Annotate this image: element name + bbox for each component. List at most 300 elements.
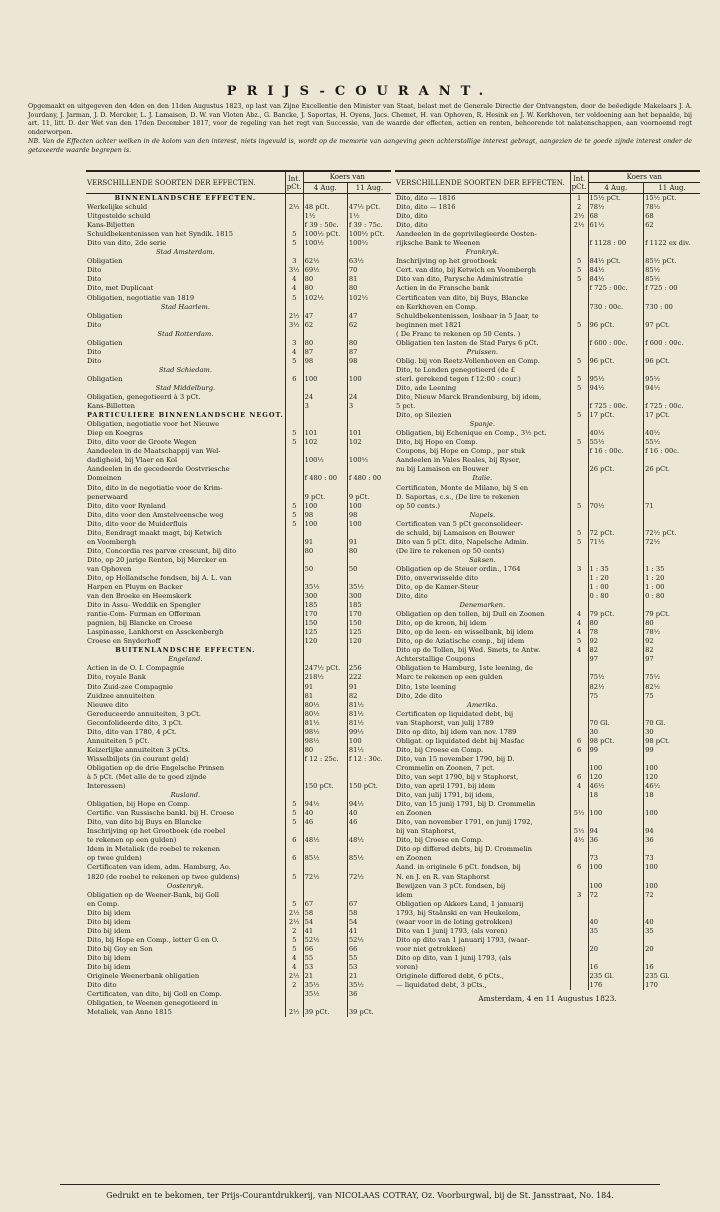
left-table-row [86,375,391,384]
interest-pct [570,474,588,483]
security-name: Bewijzen van 3 pCt. fondsen, bij [396,881,506,890]
security-name: Keizerlijke annuiteiten 3 pCts. [87,745,191,754]
price-aug-4 [303,366,347,375]
security-name: Dito, van sept 1790, bij v Staphorst, [396,773,519,781]
price-aug-11: 70 [348,266,358,275]
right-table-row [395,212,700,221]
price-aug-11 [644,900,700,909]
price-aug-11 [347,999,391,1008]
security-name: Metaliek, van Anno 1815 [87,1008,172,1017]
right-table-row [395,221,700,230]
right-table-row [395,972,700,981]
left-table-row [86,239,391,248]
price-aug-11: 24 [348,393,358,402]
security-name: Stad Rotterdam. [157,329,214,338]
price-aug-4 [588,348,644,357]
right-table-row [395,239,700,248]
interest-pct [570,583,588,592]
price-aug-11: 99½ [348,727,364,736]
right-sub-heading [395,601,700,610]
right-table-row [395,592,700,601]
security-name: 5 pct. [396,402,416,411]
security-name: ( De Franc te rekenen op 50 Cents. ) [396,329,521,338]
interest-pct: 4 [570,619,588,628]
price-aug-11: 101 [348,429,362,438]
interest-pct: 5 [570,529,588,538]
price-aug-11 [347,384,391,393]
left-table-row [86,873,391,882]
price-aug-11: 235 Gl. [645,972,670,981]
right-table-row [395,384,700,393]
security-name: Obligatien op de drie Engelsche Prinsen [87,763,224,772]
price-aug-4: 78½ [588,203,644,212]
price-aug-4: 95½ [588,375,644,384]
price-aug-4: 73 [588,854,644,863]
right-table-row [395,800,700,809]
security-name: Dito [87,275,102,284]
price-aug-11: 222 [348,673,362,682]
right-table-row [395,782,700,791]
right-table-row [395,583,700,592]
security-name: Dito op dito, van 1 junij 1793, (als [396,953,512,962]
price-aug-4: 40½ [588,429,644,438]
security-name: Dito op differed debts, bij D. Crommelin [396,845,532,854]
interest-pct [285,538,303,547]
interest-pct: 5 [285,809,303,818]
price-aug-4: 72½ [303,873,347,882]
security-name: Schuldbekentenissen van het Syndik. 1815 [87,230,233,239]
price-aug-11: 100 [645,809,658,818]
right-column [395,170,700,1003]
left-section-heading [86,646,391,655]
interest-pct: 4 [570,782,588,791]
price-aug-11: 26 pCt. [645,465,670,474]
security-name: BUITENLANDSCHE EFFECTEN. [115,646,256,655]
security-name: Napels. [469,510,496,519]
left-table-row [86,981,391,990]
right-table-row [395,538,700,547]
left-table-row [86,683,391,692]
price-aug-4: 24 [303,393,347,402]
security-name: Dito, dito voor de Groote Wegen [87,438,197,447]
page-title: PRIJS-COURANT. [226,84,494,99]
price-aug-4: 68 [588,212,644,221]
interest-pct: 2½ [285,918,303,927]
security-name: Oostenryk. [166,881,204,890]
price-aug-11 [644,873,700,882]
price-aug-11: 82½ [645,682,661,691]
price-aug-11: 80 [645,619,654,628]
price-aug-11 [644,312,700,321]
interest-pct [285,863,303,872]
security-name: Aandeelen in de gecedeerde Oostvriesche [87,465,230,474]
security-name: Saksen. [469,555,496,564]
price-aug-11: 36 [645,836,654,845]
right-table-row [395,664,700,673]
interest-pct [285,384,303,393]
left-table-row [86,692,391,701]
left-table-row [86,619,391,628]
left-table-row [86,673,391,682]
price-aug-4 [588,936,644,945]
security-name: Dito, op de kroon, bij idem [396,619,487,628]
price-aug-4: 125 [303,628,347,637]
interest-pct: 4 [570,628,588,637]
security-name: Dito, op de Aziatische comp., bij idem [396,637,525,646]
security-name: Obligatien, genegotieerd à 3 pCt. [87,393,201,402]
security-name: Dito, van april 1791, bij idem [396,782,496,791]
right-table-row [395,710,700,719]
interest-pct [570,664,588,673]
interest-pct: 5 [285,945,303,954]
price-aug-4: 102 [303,438,347,447]
price-aug-11: 1 : 35 [645,564,665,573]
left-table-row [86,420,391,429]
price-aug-4: 98 pCt. [588,737,644,746]
interest-pct: 5 [285,502,303,511]
price-aug-4 [588,664,644,673]
interest-pct: 2 [570,203,588,212]
price-aug-4 [588,312,644,321]
left-table-row [86,511,391,520]
interest-pct [285,574,303,583]
security-name: Dito, dito — 1816 [396,194,456,202]
security-name: Originele Weenerbank obligatien [87,972,200,981]
price-aug-4: 80 [303,746,347,755]
price-aug-11 [644,520,700,529]
security-name: van Ophoven [87,564,132,573]
security-name: 1820 (de roebel te rekenen op twee guldens) [87,872,240,881]
price-aug-11: 78½ [645,628,661,637]
price-aug-11: 100 [348,519,362,528]
interest-pct [285,601,303,610]
price-aug-11 [347,646,391,655]
price-aug-11: 20 [645,944,654,953]
left-table-row [86,474,391,483]
price-aug-11: 81½ [348,709,364,718]
price-aug-11: 21 [348,972,358,981]
security-name: dadigheid, bij Vlaer en Kol [87,456,178,465]
security-name: bij van Staphorst, [396,827,457,836]
interest-pct: 4 [285,954,303,963]
price-aug-4: 91 [303,683,347,692]
price-aug-11 [644,456,700,465]
right-table-row [395,312,700,321]
interest-pct [570,719,588,728]
price-aug-4: 75 [588,692,644,701]
right-table-row [395,945,700,954]
interest-pct: 5 [570,538,588,547]
interest-pct [570,683,588,692]
interest-pct [285,547,303,556]
security-name: idem [396,890,413,899]
interest-pct [285,664,303,673]
left-table-row [86,999,391,1008]
security-name: Schuldbekentenissen, losbaar in 5 Jaar, te [396,311,539,320]
security-name: Dito, bij Croese en Comp. [396,836,484,845]
security-name: Certificaten, van dito, bij Goll en Comp. [87,990,222,999]
security-name: Dito in Assu- Weddik en Spengler [87,601,201,610]
price-aug-4: 120 [588,773,644,782]
price-aug-11: 36 [348,990,358,999]
left-table-row [86,429,391,438]
security-name: Zuidzee annuiteiten [87,691,155,700]
price-aug-11: f 16 : 00c. [645,447,680,456]
interest-pct: 5 [285,800,303,809]
price-aug-11: 85½ [645,266,661,275]
price-aug-4: 218½ [303,673,347,682]
interest-pct [570,601,588,610]
security-name: 1793, bij Staänski en van Heukelom, [396,908,521,917]
price-aug-4: 100½ pCt. [303,230,347,239]
price-aug-11: 73 [645,854,654,863]
price-aug-4 [588,601,644,610]
security-name: op 50 cents.) [396,501,440,510]
price-aug-11: 150 pCt. [348,782,378,791]
interest-pct [570,728,588,737]
price-aug-4: 62 [303,321,347,330]
price-aug-4 [303,764,347,773]
price-aug-4: 80 [303,275,347,284]
right-sub-heading [395,556,700,565]
security-name: Obligatien [87,374,123,383]
price-aug-11: 120 [348,637,362,646]
price-aug-11: 62 [645,221,654,230]
price-aug-4: 100½ [303,239,347,248]
interest-pct: 6 [285,375,303,384]
interest-pct [570,655,588,664]
security-name: Actien in de O. I. Compagnie [87,664,185,673]
price-aug-11: 1½ [348,212,360,221]
price-aug-4: 100 [588,764,644,773]
right-table-row [395,284,700,293]
right-table-row [395,465,700,474]
price-aug-4: 98 [303,511,347,520]
price-aug-4 [303,248,347,257]
left-sub-heading [86,882,391,891]
right-table-row [395,574,700,583]
price-aug-11 [644,845,700,854]
security-name: Stad Middelburg. [155,383,216,392]
left-sub-heading [86,330,391,339]
left-table-row [86,728,391,737]
price-aug-4 [303,827,347,836]
left-table-row [86,275,391,284]
interest-pct: 5 [285,873,303,882]
left-table-row [86,520,391,529]
price-aug-4 [588,547,644,556]
security-name: Dito, op Silezien [396,411,452,420]
price-aug-11 [644,701,700,710]
price-aug-11: 82 [645,646,654,655]
interest-pct [285,366,303,375]
security-name: Certificaten van dito, bij Buys, Blancke [396,293,529,302]
interest-pct: 6 [285,854,303,863]
security-name: Inschrijving op het grootboek [396,257,497,266]
price-aug-4 [303,411,347,420]
price-aug-11: 72½ [645,537,661,546]
interest-pct [570,511,588,520]
interest-pct: 4 [570,610,588,619]
price-aug-4 [588,755,644,764]
security-name: Obligatien, te Weenen genegotieerd in [87,999,218,1008]
left-sub-heading [86,303,391,312]
right-table-row [395,402,700,411]
interest-pct [570,972,588,981]
security-name: Kans-Biljetten [87,221,135,230]
security-name: Obligat. op liquidated debt bij Masfac [396,736,525,745]
security-name: en Comp. [87,899,120,908]
left-table-row [86,556,391,565]
price-aug-11: 58 [348,908,358,917]
price-aug-11: 98 pCt. [645,736,670,745]
security-name: Dito, van november 1791, en junij 1792, [396,818,533,827]
left-table-row [86,945,391,954]
security-name: Dito op dito van 1 januarij 1793, (waar- [396,935,530,944]
interest-pct [570,954,588,963]
price-aug-4 [588,701,644,710]
interest-pct [570,484,588,493]
price-aug-4: 170 [303,610,347,619]
right-table-row [395,927,700,936]
price-aug-4 [588,493,644,502]
security-name: Dito van 1 junij 1793, (als voren) [396,926,508,935]
security-name: voor niet getrokken) [396,944,466,953]
price-aug-4 [588,520,644,529]
security-name: Obligatien op de Steuer ordin., 1764 [396,564,521,573]
price-aug-11: 40 [645,917,654,926]
price-aug-4: 48½ [303,836,347,845]
right-table-row [395,230,700,239]
price-aug-11 [644,818,700,827]
interest-pct [570,429,588,438]
nota-bene: NB. Van de Effecten achter welken in de kolom van den interest, niets ingevuld is, wordt op de memorie van aangeving geen achterstallige interest gebragt, aangezien de te goede zijnde interest onder de getaxeerde waarde begrepen is. [28,138,692,154]
security-name: Amerika. [467,700,498,709]
right-table-row [395,791,700,800]
right-table-row [395,683,700,692]
left-table-row [86,927,391,936]
left-table-row [86,493,391,502]
price-aug-11: 102½ [348,293,369,302]
price-aug-4 [303,194,347,204]
price-aug-11 [347,303,391,312]
left-header-date1: 4 Aug. [303,183,347,194]
right-table-row [395,773,700,782]
right-table-row [395,900,700,909]
price-aug-11: 63½ [348,257,364,266]
interest-pct [285,393,303,402]
interest-pct: 5 [285,900,303,909]
interest-pct: 5 [570,438,588,447]
security-name: Dito bij Goy en Son [87,944,153,953]
security-name: Aandeelen in de Maatschappij van Wel- [87,447,221,456]
price-aug-4: f 600 : 00c. [588,339,644,348]
left-table-row [86,891,391,900]
price-aug-4: 84½ [588,266,644,275]
price-aug-11: 17 pCt. [645,411,670,420]
price-aug-11: 94½ [348,800,364,809]
right-table-row [395,882,700,891]
security-name: Spanje. [469,420,495,429]
security-name: Marc te rekenen op een gulden [396,673,503,682]
price-aug-4 [303,891,347,900]
left-table-row [86,438,391,447]
interest-pct [570,556,588,565]
price-aug-11: 50 [348,564,358,573]
right-table-row [395,809,700,818]
price-aug-11 [347,773,391,782]
left-table-row [86,547,391,556]
price-aug-11 [644,954,700,963]
interest-pct [570,574,588,583]
price-aug-11: f 725 : 00c. [645,402,684,411]
interest-pct: 3 [570,565,588,574]
price-aug-4 [303,465,347,474]
security-name: Dito, dito voor de Muiderfluis [87,519,188,528]
price-aug-11: f 12 : 30c. [348,754,383,763]
interest-pct [285,456,303,465]
right-table-row [395,863,700,872]
security-name: van den Broeke en Heemskerk [87,592,192,601]
security-name: Obligatien op de Weener-Bank, bij Goll [87,890,220,899]
interest-pct [570,755,588,764]
interest-pct [285,646,303,655]
interest-pct [570,393,588,402]
security-name: Dito, bij Hope en Comp., letter G en O. [87,935,219,944]
interest-pct [285,465,303,474]
security-name: Kans-Billetten [87,402,135,411]
right-sub-heading [395,511,700,520]
interest-pct [285,755,303,764]
right-table-row [395,936,700,945]
price-aug-4 [303,556,347,565]
security-name: D. Saportas, c.s., (De lire te rekenen [396,492,520,501]
security-name: Dito, van dito bij Buys en Blancke [87,818,202,827]
right-table-row [395,827,700,836]
right-table-row [395,339,700,348]
price-aug-11: f 600 : 00c. [645,338,684,347]
price-aug-4: 70½ [588,502,644,511]
interest-pct [570,547,588,556]
interest-pct [570,294,588,303]
security-name: Achterstallige Coupons [396,655,476,664]
interest-pct [570,882,588,891]
right-table-row [395,610,700,619]
security-name: Dito, dito [396,221,428,230]
interest-pct [285,683,303,692]
left-table-row [86,456,391,465]
right-table-row [395,275,700,284]
security-name: Dito, bij Hope en Comp. [396,438,478,447]
left-table-row [86,601,391,610]
security-name: Certific. van Russische bankl. bij H. Croese [87,809,235,818]
price-aug-4: 84½ [588,275,644,284]
left-table-row [86,565,391,574]
price-aug-11: 48½ [348,836,364,845]
left-table-row [86,909,391,918]
right-table-row [395,673,700,682]
right-table-row [395,257,700,266]
interest-pct: 5½ [570,809,588,818]
price-aug-11: 71 [645,501,654,510]
price-aug-11 [644,230,700,239]
right-table-row [395,493,700,502]
price-aug-11: 70 Gl. [645,718,666,727]
left-table-row [86,710,391,719]
price-aug-4: f 12 : 25c. [303,755,347,764]
price-aug-11 [347,447,391,456]
price-aug-4 [588,873,644,882]
